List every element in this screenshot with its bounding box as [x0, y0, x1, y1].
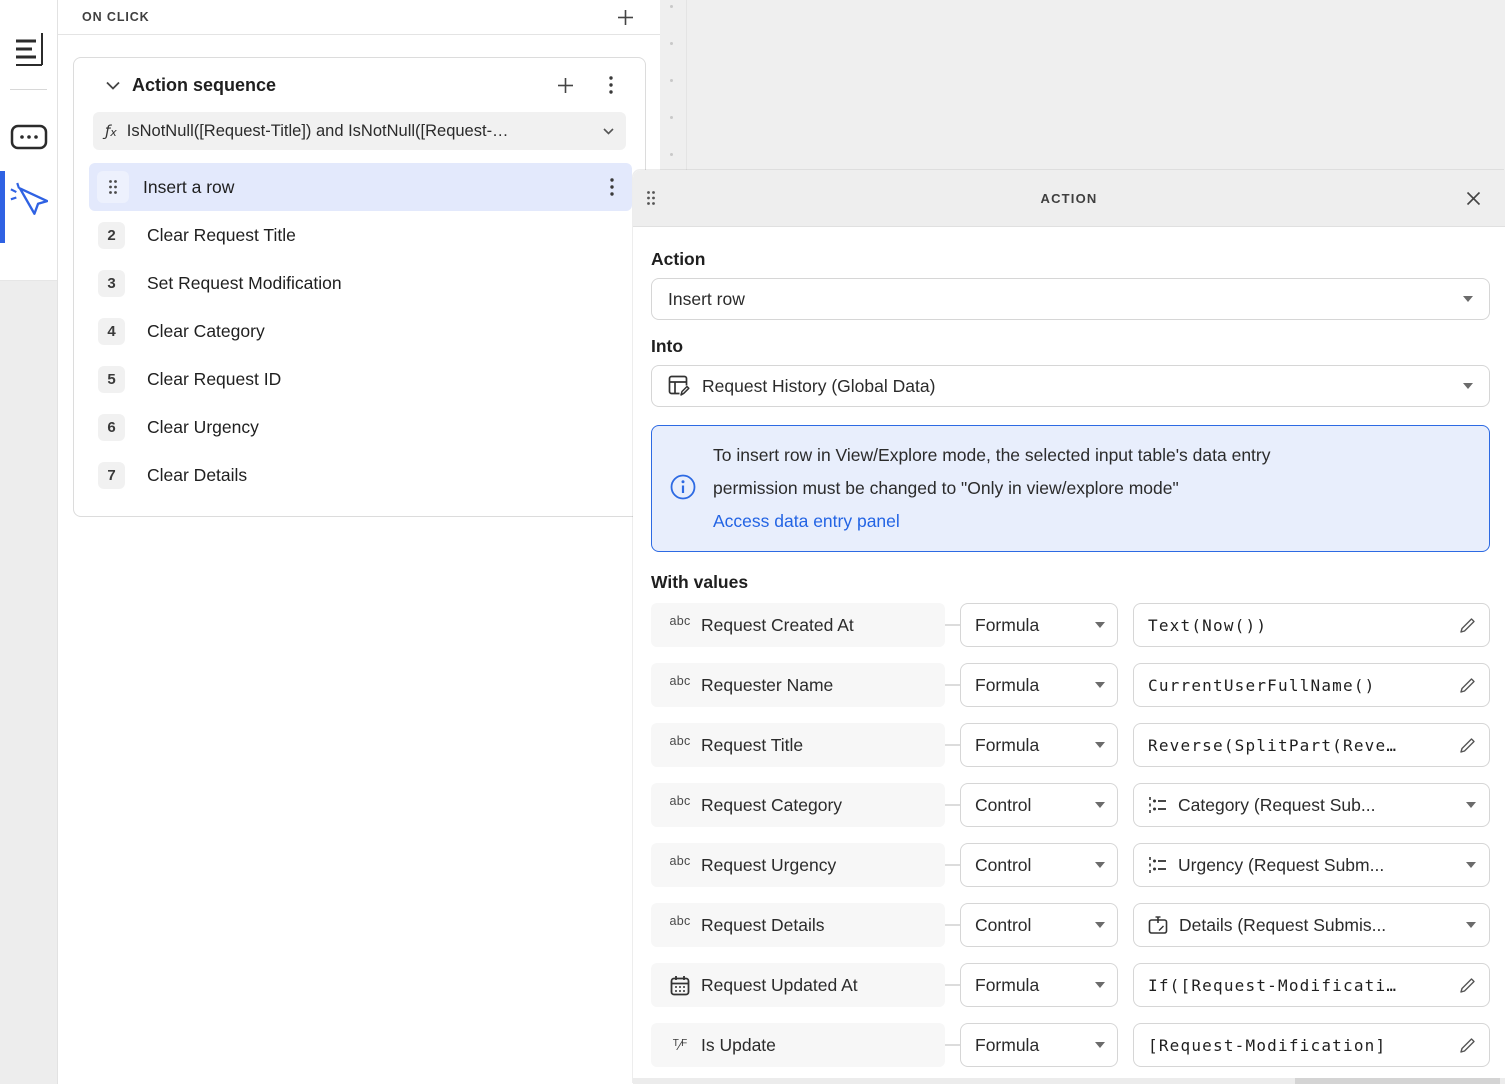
text-type-icon: abc [669, 734, 691, 748]
access-data-entry-panel-link[interactable]: Access data entry panel [713, 511, 900, 531]
panel-title: ON CLICK [82, 10, 150, 24]
chevron-down-icon [1095, 682, 1105, 688]
sequence-menu-kebab-icon[interactable] [601, 75, 621, 95]
chevron-down-icon [1095, 802, 1105, 808]
value-type: Control [975, 854, 1032, 875]
connector-line [945, 684, 960, 686]
field-chip [651, 783, 945, 827]
canvas-grid-dot [670, 42, 673, 45]
value-type-select[interactable] [960, 663, 1118, 707]
value-type: Formula [975, 614, 1040, 635]
formula-text: If([Request-Modificati… [1148, 975, 1398, 995]
step-number: 6 [98, 414, 125, 441]
edit-pencil-icon[interactable] [1459, 977, 1476, 994]
list-control-icon [1148, 856, 1167, 874]
collapse-chevron-icon[interactable] [106, 81, 120, 90]
connector-line [945, 984, 960, 986]
action-step[interactable] [74, 307, 645, 355]
step-label: Clear Urgency [147, 416, 259, 437]
edit-pencil-icon[interactable] [1459, 677, 1476, 694]
value-row [651, 843, 1490, 887]
step-label: Clear Details [147, 464, 248, 485]
value-type: Control [975, 914, 1032, 935]
value-row [651, 723, 1490, 767]
canvas-grid-dot [670, 153, 673, 156]
field-name: Request Urgency [701, 854, 837, 875]
chevron-down-icon [1095, 862, 1105, 868]
action-steps-list [74, 163, 645, 499]
value-type-select[interactable] [960, 783, 1118, 827]
icon-sidebar [0, 0, 58, 1084]
value-type: Formula [975, 1034, 1040, 1055]
text-type-icon: abc [669, 854, 691, 868]
value-row [651, 903, 1490, 947]
formula-value-input[interactable] [1133, 663, 1490, 707]
panel-drag-handle-icon[interactable] [646, 190, 656, 206]
chevron-down-icon [1095, 982, 1105, 988]
value-type-select[interactable] [960, 903, 1118, 947]
value-type-select[interactable] [960, 843, 1118, 887]
into-table-select[interactable] [651, 365, 1490, 407]
value-type: Formula [975, 974, 1040, 995]
text-type-icon: abc [669, 614, 691, 628]
canvas-grid-dot [670, 116, 673, 119]
formula-value-input[interactable] [1133, 963, 1490, 1007]
edit-pencil-icon[interactable] [1459, 1037, 1476, 1054]
canvas-grid-dot [670, 5, 673, 8]
step-label: Clear Category [147, 320, 265, 341]
value-row [651, 783, 1490, 827]
sidebar-divider [10, 89, 47, 90]
formula-value-input[interactable] [1133, 723, 1490, 767]
action-detail-panel [633, 170, 1505, 1084]
value-type-select[interactable] [960, 1023, 1118, 1067]
field-name: Request Category [701, 794, 843, 815]
value-type-select[interactable] [960, 963, 1118, 1007]
field-chip [651, 903, 945, 947]
value-row [651, 1023, 1490, 1067]
input-table-icon [668, 375, 690, 397]
control-value: Details (Request Submis... [1179, 914, 1387, 935]
chevron-down-icon [1095, 922, 1105, 928]
field-chip [651, 663, 945, 707]
text-type-icon: abc [669, 674, 691, 688]
value-type-select[interactable] [960, 723, 1118, 767]
action-step[interactable] [74, 211, 645, 259]
action-type-value: Insert row [668, 288, 745, 309]
info-line-2: permission must be changed to "Only in view/explore mode" [713, 478, 1179, 498]
action-step[interactable] [74, 451, 645, 499]
value-row [651, 663, 1490, 707]
add-action-sequence-icon[interactable] [617, 9, 634, 26]
text-area-control-icon [1148, 916, 1168, 935]
action-sequence-card [73, 57, 646, 517]
list-control-icon [1148, 796, 1167, 814]
field-chip [651, 603, 945, 647]
fx-icon: ƒx [105, 122, 117, 140]
toolbar-icon[interactable] [10, 118, 48, 156]
action-panel-header [633, 170, 1505, 227]
step-label: Insert a row [143, 176, 235, 197]
value-row [651, 603, 1490, 647]
info-line-1: To insert row in View/Explore mode, the selected input table's data entry [713, 445, 1271, 465]
action-step[interactable] [74, 355, 645, 403]
formula-text: [Request-Modification] [1148, 1035, 1387, 1055]
condition-expand-chevron-icon[interactable] [603, 128, 614, 135]
formula-text: CurrentUserFullName() [1148, 675, 1376, 695]
value-row [651, 963, 1490, 1007]
canvas-gridline [686, 0, 687, 170]
control-value: Category (Request Sub... [1178, 794, 1376, 815]
action-step-insert-row[interactable] [89, 163, 632, 211]
condition-formula-bar[interactable] [93, 112, 626, 150]
chevron-down-icon [1463, 296, 1473, 302]
action-field-label: Action [651, 249, 706, 269]
action-step[interactable] [74, 259, 645, 307]
add-step-icon[interactable] [555, 75, 575, 95]
chevron-down-icon [1095, 622, 1105, 628]
field-name: Requester Name [701, 674, 834, 695]
with-values-label: With values [651, 572, 749, 592]
horizontal-scrollbar-thumb[interactable] [1295, 1078, 1500, 1084]
field-chip [651, 1023, 945, 1067]
connector-line [945, 864, 960, 866]
field-name: Request Updated At [701, 974, 858, 995]
step-label: Set Request Modification [147, 272, 342, 293]
into-table-value: Request History (Global Data) [702, 375, 936, 396]
step-label: Clear Request Title [147, 224, 296, 245]
on-click-panel [58, 0, 660, 1084]
field-chip [651, 843, 945, 887]
sequence-title: Action sequence [132, 74, 277, 95]
on-click-header [58, 0, 660, 35]
field-chip [651, 963, 945, 1007]
connector-line [945, 1044, 960, 1046]
formula-value-input[interactable] [1133, 603, 1490, 647]
chevron-down-icon [1466, 922, 1476, 928]
field-name: Request Details [701, 914, 825, 935]
active-item-indicator [0, 171, 5, 243]
step-menu-kebab-icon[interactable] [610, 178, 614, 196]
value-type-select[interactable] [960, 603, 1118, 647]
connector-line [945, 744, 960, 746]
action-panel-title: ACTION [1040, 190, 1098, 206]
insert-row-info-banner [651, 425, 1490, 552]
step-number: 4 [98, 318, 125, 345]
into-field-label: Into [651, 336, 684, 356]
chevron-down-icon [1095, 1042, 1105, 1048]
boolean-type-icon: T ⁄ F [672, 1037, 688, 1053]
step-number: 3 [98, 270, 125, 297]
actions-cursor-click-icon[interactable] [10, 183, 48, 221]
value-type: Formula [975, 674, 1040, 695]
edit-pencil-icon[interactable] [1459, 737, 1476, 754]
formula-text: Text(Now()) [1148, 615, 1268, 635]
text-type-icon: abc [669, 794, 691, 808]
field-name: Request Created At [701, 614, 854, 635]
connector-line [945, 804, 960, 806]
calendar-icon [667, 975, 693, 996]
edit-pencil-icon[interactable] [1459, 617, 1476, 634]
formula-text: Reverse(SplitPart(Reve… [1148, 735, 1398, 755]
connector-line [945, 924, 960, 926]
info-icon [670, 474, 696, 538]
formula-value-input[interactable] [1133, 1023, 1490, 1067]
field-chip [651, 723, 945, 767]
step-label: Clear Request ID [147, 368, 282, 389]
value-type: Formula [975, 734, 1040, 755]
control-value-select[interactable] [1133, 783, 1490, 827]
field-name: Is Update [701, 1034, 776, 1055]
chevron-down-icon [1095, 742, 1105, 748]
step-number: 7 [98, 462, 125, 489]
sequence-header [74, 58, 645, 112]
step-number: 2 [98, 222, 125, 249]
outline-icon[interactable] [10, 31, 48, 69]
control-value-select[interactable] [1133, 843, 1490, 887]
value-type: Control [975, 794, 1032, 815]
control-value-select[interactable] [1133, 903, 1490, 947]
text-type-icon: abc [669, 914, 691, 928]
field-name: Request Title [701, 734, 804, 755]
step-number: 5 [98, 366, 125, 393]
action-step[interactable] [74, 403, 645, 451]
control-value: Urgency (Request Subm... [1178, 854, 1385, 875]
canvas-grid-dot [670, 79, 673, 82]
connector-line [945, 624, 960, 626]
chevron-down-icon [1466, 862, 1476, 868]
drag-handle-icon[interactable] [97, 171, 129, 203]
chevron-down-icon [1463, 383, 1473, 389]
close-icon[interactable] [1466, 191, 1481, 206]
condition-text: IsNotNull([Request-Title]) and IsNotNull([Request-… [126, 121, 509, 140]
action-type-select[interactable] [651, 278, 1490, 320]
chevron-down-icon [1466, 802, 1476, 808]
